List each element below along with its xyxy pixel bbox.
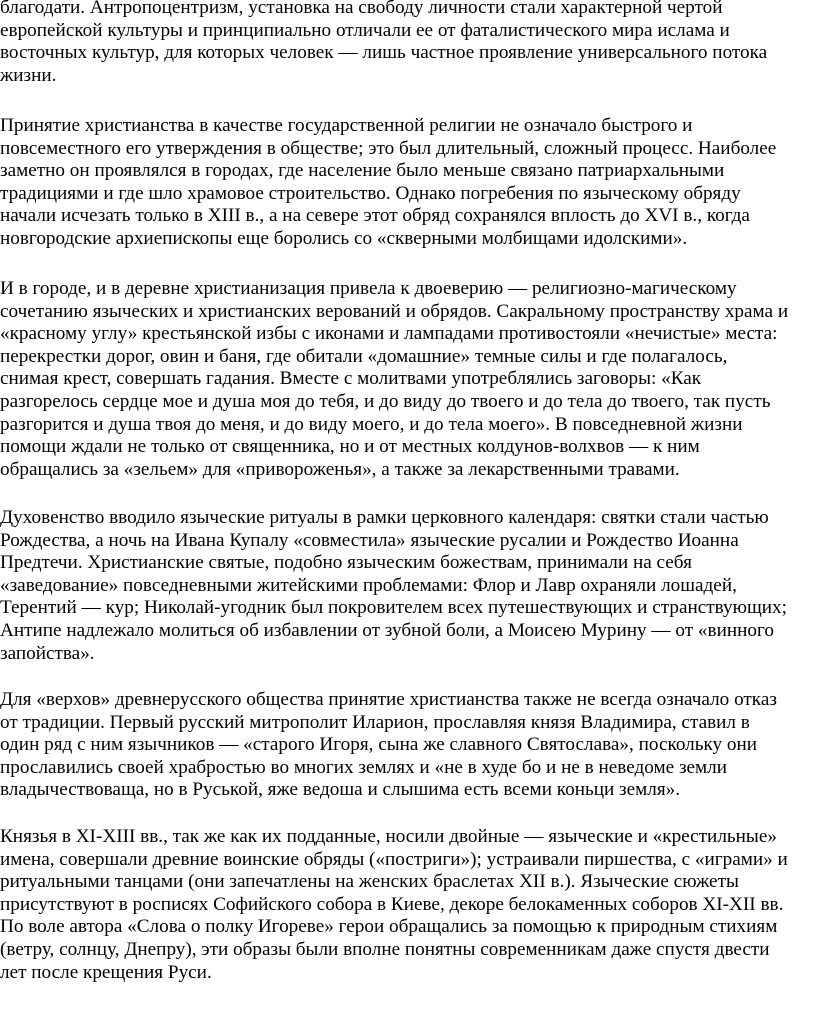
text-line: Князья в XI-XIII вв., так же как их подданные, носили двойные — языческие и «крестильные» xyxy=(0,826,777,847)
text-line: новгородские архиепископы еще боролись со «скверными молбищами идолскими». xyxy=(0,227,688,249)
text-line: запойства». xyxy=(0,642,95,664)
text-line: прославились своей храбростью во многих землях и «не в худе бо и не в неведоме земли xyxy=(0,756,728,778)
text-line: один ряд с ним язычников — «старого Игоря, сына же славного Святослава», поскольку они xyxy=(0,734,758,756)
text-line: благодати. Антропоцентризм, установка на свободу личности стали характерной чертой xyxy=(0,0,723,18)
text-line: владычествоваща, но в Руськой, яже ведоша и слышима есть всеми коньци земля». xyxy=(0,779,681,801)
text-line: Предтечи. Христианские святые, подобно языческим божествам, принимали на себя xyxy=(0,552,692,574)
text-line: Антипе надлежало молиться об избавлении от зубной боли, а Моисею Мурину — от «винного xyxy=(0,619,774,641)
text-line: лет после крещения Руси. xyxy=(0,961,212,983)
text-line: заметно он проявлялся в городах, где население было меньше связано патриархальными xyxy=(0,160,725,182)
text-line: перекрестки дорог, овин и баня, где обитали «домашние» темные силы и где полагалось, xyxy=(0,345,728,367)
text-line: Принятие христианства в качестве государственной религии не означало быстрого и xyxy=(0,115,693,136)
paragraph xyxy=(0,689,777,802)
text-line: Для «верхов» древнерусского общества принятие христианства также не всегда означало отказ xyxy=(0,689,777,710)
text-line: По воле автора «Слова о полку Игореве» герои обращались за помощью к природным стихиям xyxy=(0,916,778,938)
text-line: Духовенство вводило языческие ритуалы в рамки церковного календаря: святки стали частью xyxy=(0,507,769,528)
text-line: снимая крест, совершать гадания. Вместе с молитвами употреблялись заговоры: «Как xyxy=(0,368,702,390)
text-line: Рождества, а ночь на Ивана Купалу «совместила» языческие русалии и Рождество Иоанна xyxy=(0,529,739,551)
paragraph xyxy=(0,826,788,984)
paragraph xyxy=(0,278,788,481)
paragraph xyxy=(0,115,776,251)
text-line: ритуальными танцами (они запечатлены на женских браслетах XII в.). Языческие сюжеты xyxy=(0,871,739,893)
text-line: присутствуют в росписях Софийского собора в Киеве, декоре белокаменных соборов XI-XII вв. xyxy=(0,893,784,915)
text-line: от традиции. Первый русский митрополит Иларион, прославляя князя Владимира, ставил в xyxy=(0,711,750,733)
text-line: И в городе, и в деревне христианизация привела к двоеверию — религиозно-магическому xyxy=(0,278,737,299)
text-line: повсеместного его утверждения в обществе; это был длительный, сложный процесс. Наиболее xyxy=(0,137,777,159)
text-line: европейской культуры и принципиально отличали ее от фаталистического мира ислама и xyxy=(0,19,730,41)
text-line: «заведование» повседневными житейскими проблемами: Флор и Лавр охраняли лошадей, xyxy=(0,574,737,596)
text-line: (ветру, солнцу, Днепру), эти образы были вполне понятны современникам даже спустя двести xyxy=(0,938,770,960)
text-line: имена, совершали древние воинские обряды («постриги»); устраивали пиршества, с «играми» и xyxy=(0,848,788,870)
text-line: обращались за «зельем» для «привороженья», а также за лекарственными травами. xyxy=(0,458,680,480)
text-line: разгорелось сердце мое и душа моя до тебя, и до виду до твоего и до тела до твоего, так пусть xyxy=(0,390,771,412)
text-line: начали исчезать только в XIII в., а на севере этот обряд сохранялся вплость до XVI в., когда xyxy=(0,205,750,227)
text-line: Терентий — кур; Николай-угодник был покровителем всех путешествующих и странствующих; xyxy=(0,597,787,619)
text-line: традициями и где шло храмовое строительство. Однако погребения по языческому обряду xyxy=(0,182,741,204)
paragraph xyxy=(0,0,767,87)
text-line: восточных культур, для которых человек — лишь частное проявление универсального потока xyxy=(0,42,768,64)
text-line: разгорится и душа твоя до меня, и до виду моего, и до тела моего». В повседневной жизни xyxy=(0,413,743,435)
text-line: сочетанию языческих и христианских верований и обрядов. Сакральному пространству храма и xyxy=(0,300,789,322)
paragraph xyxy=(0,507,787,665)
text-line: жизни. xyxy=(0,64,57,86)
text-line: помощи ждали не только от священника, но и от местных колдунов-волхвов — к ним xyxy=(0,436,700,458)
text-line: «красному углу» крестьянской избы с иконами и лампадами противостояли «нечистые» места: xyxy=(0,323,778,345)
